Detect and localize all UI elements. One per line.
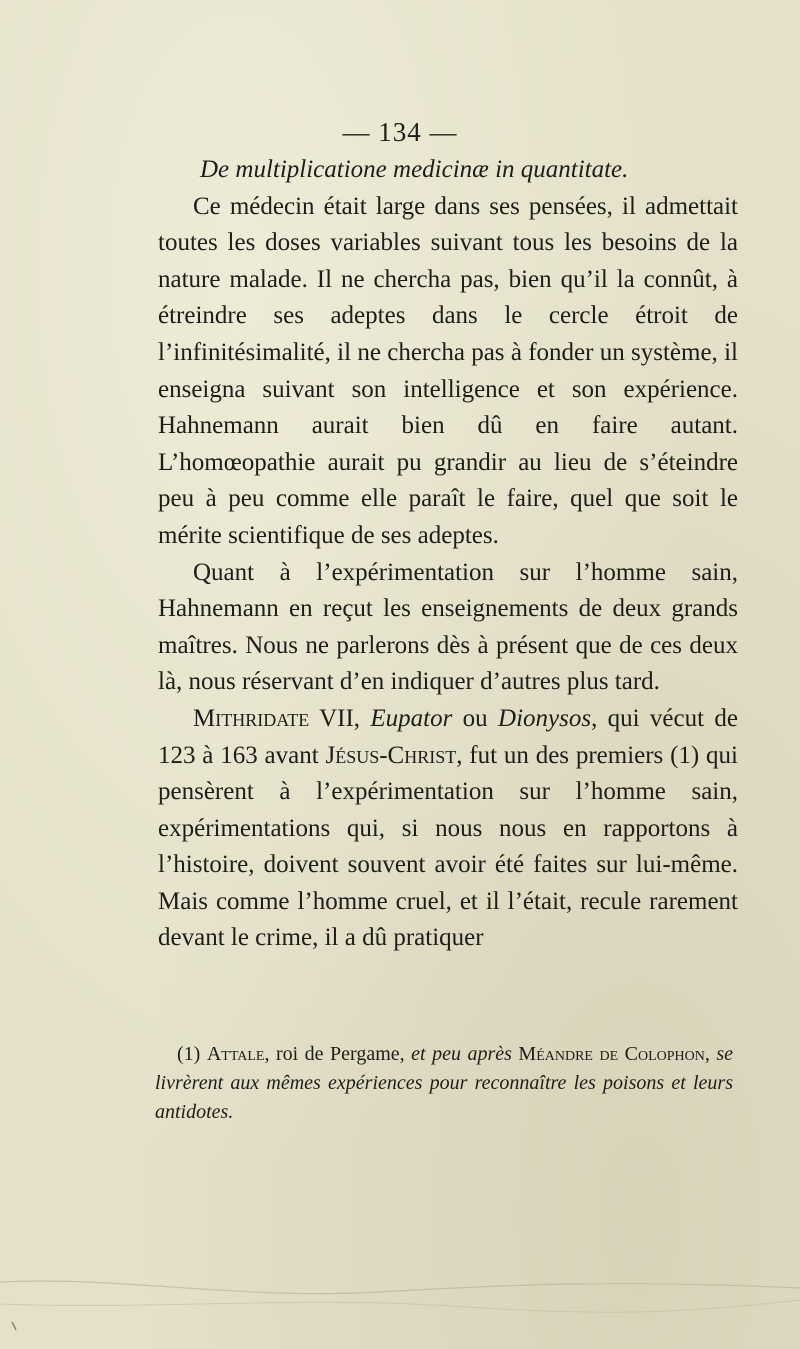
p3-text-b: ou [452, 704, 499, 732]
p3-text-d: , fut un des premiers (1) qui pensèrent à l’expérimentation sur l’homme sain, expérimentations qui, si nous nous en rapportons à l’histoire, doivent souvent avoir été faites sur lui-même. Mais comme l’homme cruel, et il l’était, recule rarement devant le crime, il a dû pratiquer [158, 741, 739, 952]
paragraph-2: Quant à l’expérimentation sur l’homme sain, Hahnemann en reçut les enseignements de deux grands maîtres. Nous ne parlerons dès à présent que de ces deux là, nous réservant d’en indiquer d’autres plus tard. [158, 558, 738, 696]
name-meandre: Méandre de Colophon [518, 1043, 705, 1065]
page-number: — 134 — [342, 117, 458, 147]
footnote-paragraph [155, 1040, 733, 1127]
footnote-text-b: , [704, 1043, 717, 1065]
p3-text-a: VII, [309, 704, 371, 732]
footnote-mark: (1) [177, 1043, 207, 1065]
name-jesus-christ: Jésus-Christ [325, 741, 457, 769]
paper-edge-stain [0, 1270, 800, 1349]
paragraph-3 [158, 701, 738, 957]
epithet-dionysos: Dionysos [498, 704, 592, 732]
body-text [158, 152, 738, 957]
paragraph-1: Ce médecin était large dans ses pensées, il admettait toutes les doses variables suivant tous les besoins de la nature malade. Il ne chercha pas, bien qu’il la connût, à étreindre ses adeptes dans le cercle étroit de l’infinitésimalité, il ne chercha pas à fonder un système, il enseigna suivant son intelligence et son expérience. Hahnemann aurait bien dû en faire autant. L’homœopathie aurait pu grandir au lieu de s’éteindre peu à peu comme elle paraît le faire, quel que soit le mérite scientifique de ses adeptes. [158, 192, 738, 549]
name-attale: Attale [206, 1043, 265, 1065]
footnote [155, 1040, 733, 1127]
name-mithridate: Mithridate [193, 704, 310, 732]
epithet-eupator: Eupator [370, 704, 453, 732]
footnote-italic-b: se livrèrent aux mêmes expériences pour reconnaître les poisons et leurs antidotes. [155, 1043, 734, 1123]
footnote-text-a: , roi de Pergame, [264, 1043, 412, 1065]
p3-text-c: , qui vécut de 123 à 163 avant [158, 704, 738, 769]
footnote-italic-a: et peu après [411, 1043, 519, 1065]
latin-title-line: De multiplicatione medicinæ in quantitate. [200, 156, 629, 183]
